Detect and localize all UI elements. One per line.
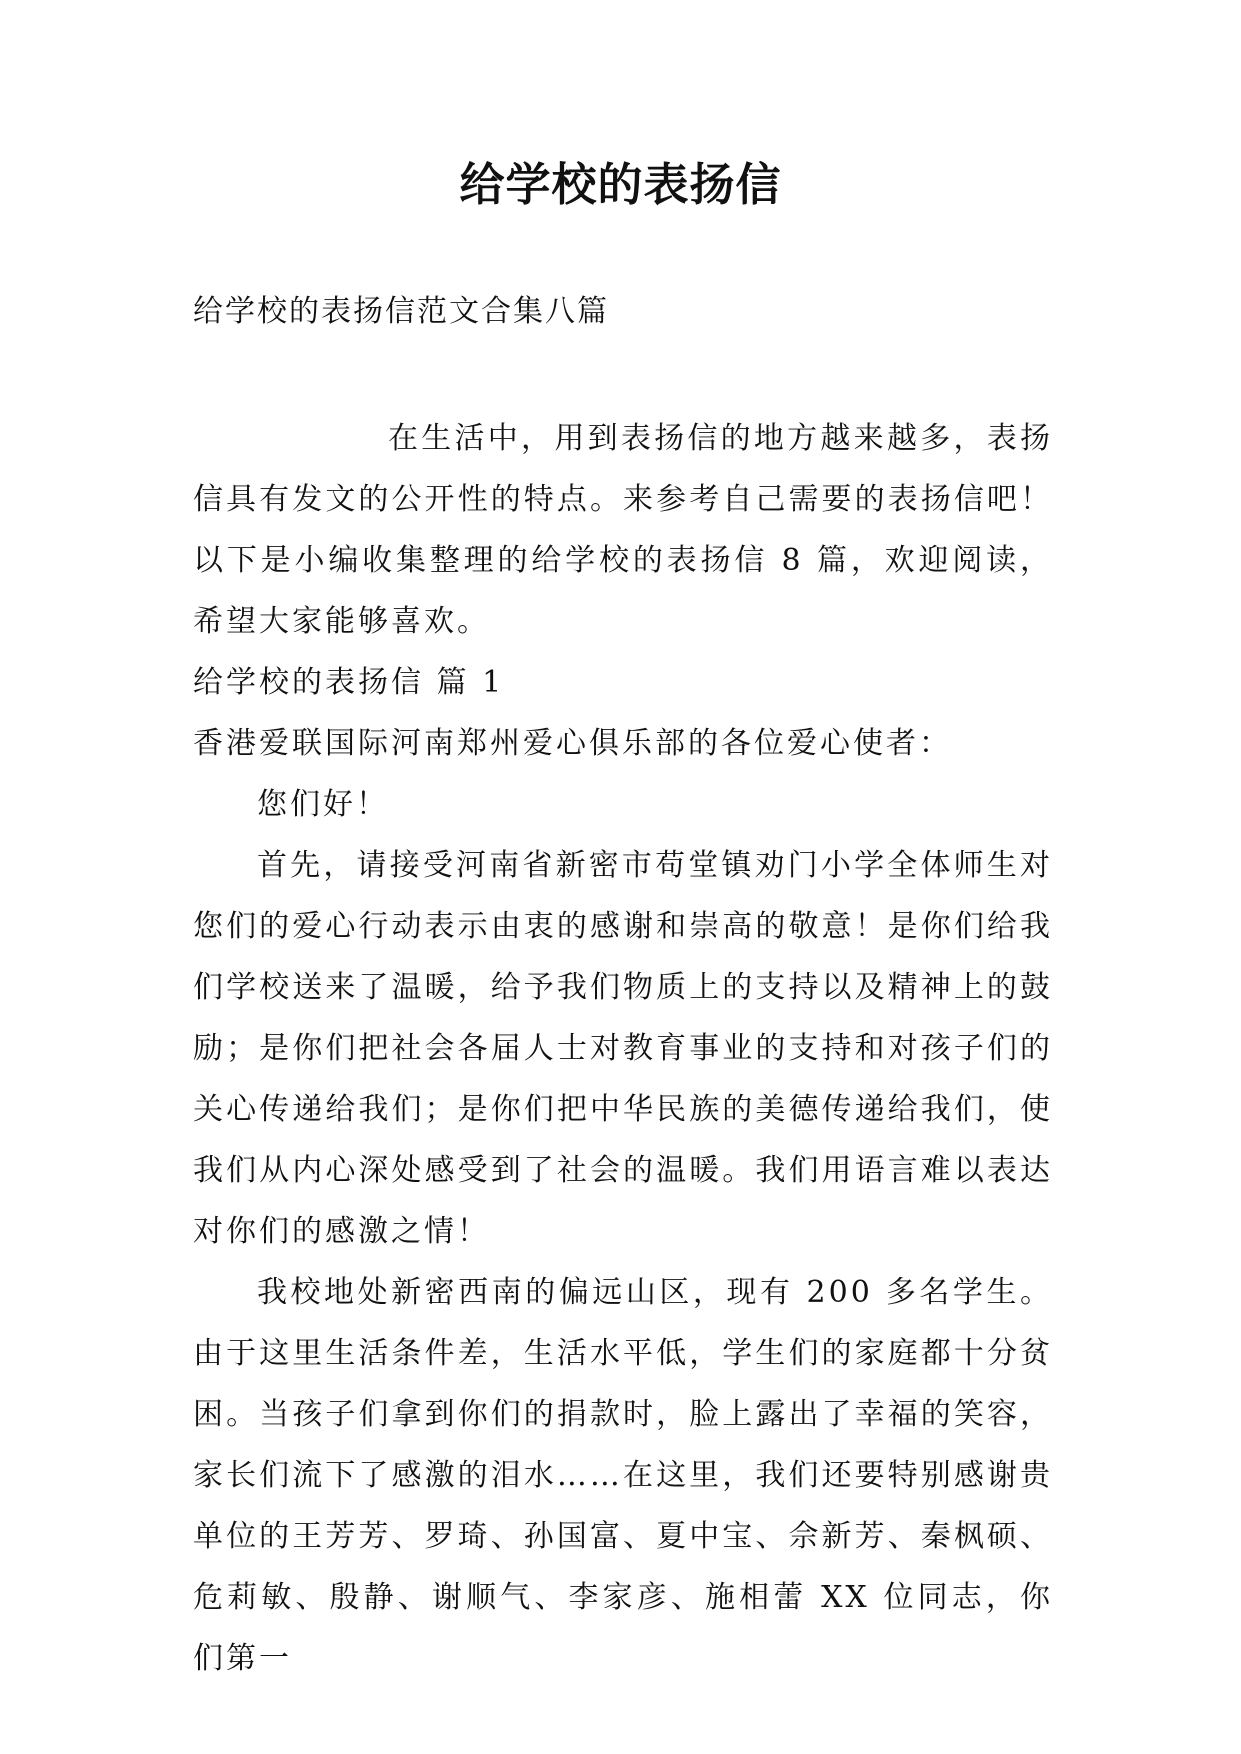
- intro-paragraph: 在生活中，用到表扬信的地方越来越多，表扬信具有发文的公开性的特点。来参考自己需要的表扬信吧！以下是小编收集整理的给学校的表扬信 8 篇，欢迎阅读，希望大家能够喜欢。: [193, 421, 1053, 639]
- greeting-line: 您们好！: [257, 787, 389, 822]
- body-paragraph-2: 我校地处新密西南的偏远山区，现有 200 多名学生。由于这里生活条件差，生活水平低，学生们的家庭都十分贫困。当孩子们拿到你们的捐款时，脸上露出了幸福的笑容，家长们流下了感激的泪水……在这里，我们还要特别感谢贵单位的王芳芳、罗琦、孙国富、夏中宝、佘新芳、秦枫硕、危莉敏、殷静、谢顺气、李家彦、施相蕾 XX 位同志，你们第一: [193, 1275, 1053, 1676]
- document-subtitle: 给学校的表扬信范文合集八篇: [193, 294, 609, 329]
- section-heading: 给学校的表扬信 篇 1: [193, 665, 505, 700]
- document-body: [193, 408, 1053, 1689]
- body-paragraph-1: 首先，请接受河南省新密市苟堂镇劝门小学全体师生对您们的爱心行动表示由衷的感谢和崇高的敬意！是你们给我们学校送来了温暖，给予我们物质上的支持以及精神上的鼓励；是你们把社会各届人士对教育事业的支持和对孩子们的关心传递给我们；是你们把中华民族的美德传递给我们，使我们从内心深处感受到了社会的温暖。我们用语言难以表达对你们的感激之情！: [193, 848, 1053, 1249]
- salutation-line: 香港爱联国际河南郑州爱心俱乐部的各位爱心使者：: [193, 726, 952, 761]
- document-title: 给学校的表扬信: [459, 158, 782, 211]
